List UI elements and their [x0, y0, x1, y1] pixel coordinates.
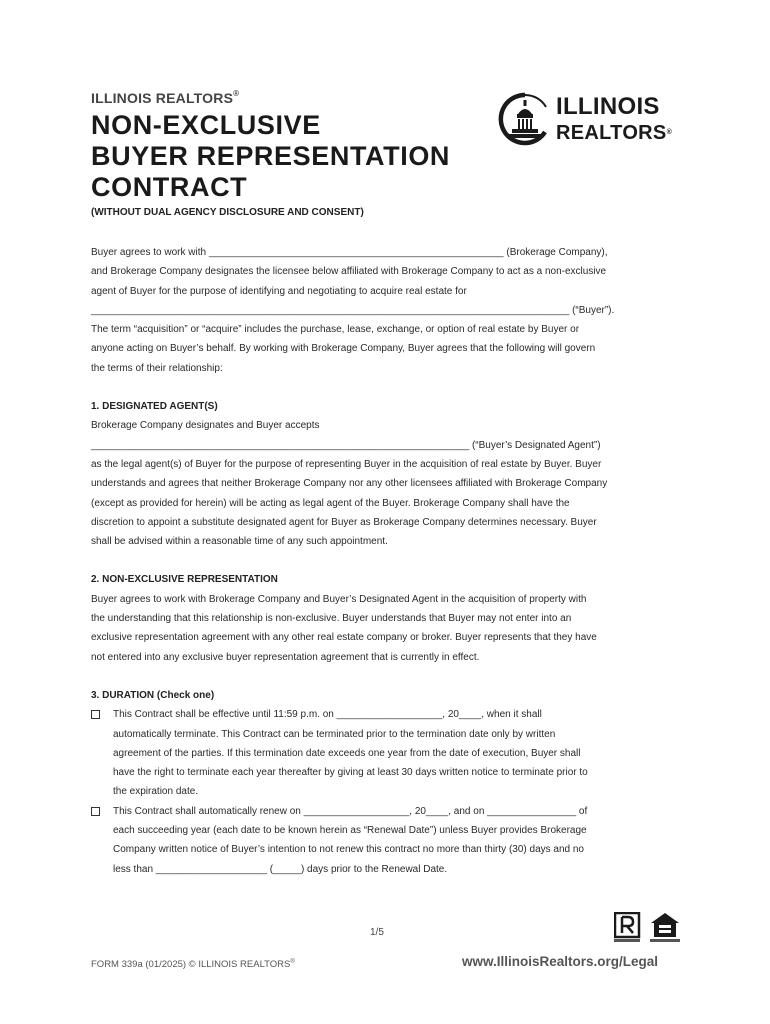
- title-line: CONTRACT: [91, 172, 248, 202]
- title-line: NON-EXCLUSIVE: [91, 110, 321, 140]
- section-line: the understanding that this relationship is non-exclusive. Buyer understands that Buyer may not enter into an: [91, 613, 572, 625]
- section-line: discretion to appoint a substitute designated agent for Buyer as Brokerage Company determines necessary. Buyer: [91, 516, 597, 528]
- form-number: FORM 339a (01/2025) © ILLINOIS REALTORS®: [91, 959, 295, 971]
- document-subtitle: (WITHOUT DUAL AGENCY DISCLOSURE AND CONSENT): [91, 207, 364, 218]
- logo-wordmark: ILLINOIS REALTORS®: [556, 93, 673, 144]
- equal-housing-icon: [650, 912, 680, 944]
- section-line: (except as provided for herein) will be acting as legal agent of the Buyer. Brokerage Company shall have the: [91, 497, 570, 509]
- contract-body: [91, 243, 681, 879]
- section-line: as the legal agent(s) of Buyer for the purpose of representing Buyer in the acquisition of real estate by Buyer. Buyer: [91, 458, 602, 470]
- duration-option-renew: [91, 802, 681, 879]
- section-line: ____________________________________________________________________ (“Buyer’s Designated Agent”): [91, 439, 601, 451]
- section-line: Buyer agrees to work with Brokerage Company and Buyer’s Designated Agent in the acquisition of property with: [91, 593, 587, 605]
- intro-line: ______________________________________________________________________________________ (“Buyer”).: [91, 304, 615, 316]
- capitol-dome-icon: [498, 92, 552, 148]
- section-line: not entered into any exclusive buyer representation agreement that is currently in effect.: [91, 651, 480, 663]
- duration-option-fixed: [91, 705, 681, 801]
- intro-line: the terms of their relationship:: [91, 362, 223, 374]
- section-heading: 3. DURATION (Check one): [91, 689, 215, 701]
- intro-line: anyone acting on Buyer’s behalf. By working with Brokerage Company, Buyer agrees that the following will govern: [91, 343, 596, 355]
- page-number: 1/5: [370, 927, 384, 938]
- section-heading: 2. NON-EXCLUSIVE REPRESENTATION: [91, 574, 278, 586]
- option-line: This Contract shall be effective until 11:59 p.m. on ___________________, 20____, when it shall: [113, 709, 542, 721]
- option-line: the expiration date.: [113, 786, 199, 798]
- section-line: Brokerage Company designates and Buyer accepts: [91, 420, 320, 432]
- option-line: automatically terminate. This Contract can be terminated prior to the termination date only by written: [113, 728, 556, 740]
- intro-line: and Brokerage Company designates the licensee below affiliated with Brokerage Company to act as a non-exclusive: [91, 266, 607, 278]
- intro-line: The term “acquisition” or “acquire” includes the purchase, lease, exchange, or option of real estate by Buyer or: [91, 324, 580, 336]
- brand-label: ILLINOIS REALTORS®: [91, 89, 240, 106]
- section-heading: 1. DESIGNATED AGENT(S): [91, 401, 218, 413]
- option-line: agreement of the parties. If this termination date exceeds one year from the date of execution, Buyer shall: [113, 747, 581, 759]
- legal-website-link[interactable]: www.IllinoisRealtors.org/Legal: [462, 954, 659, 969]
- section-line: understands and agrees that neither Brokerage Company nor any other licensees affiliated with Brokerage Company: [91, 478, 608, 490]
- realtor-r-icon: [614, 912, 644, 944]
- option-line: have the right to terminate each year thereafter by giving at least 30 days written notice to terminate prior to: [113, 767, 588, 779]
- option-line: each succeeding year (each date to be known herein as “Renewal Date”) unless Buyer provides Brokerage: [113, 825, 587, 837]
- option-line: less than ____________________ (_____) days prior to the Renewal Date.: [113, 863, 448, 875]
- logo-line-1: ILLINOIS: [556, 93, 660, 120]
- option-line: This Contract shall automatically renew on ___________________, 20____, and on ________________ of: [113, 805, 588, 817]
- intro-line: agent of Buyer for the purpose of identifying and negotiating to acquire real estate for: [91, 285, 467, 297]
- intro-line: Buyer agrees to work with _____________________________________________________ (Brokerage Company),: [91, 247, 608, 258]
- logo-line-2: REALTORS: [556, 122, 667, 144]
- section-line: shall be advised within a reasonable time of any such appointment.: [91, 536, 388, 548]
- duration-option-checkbox[interactable]: [91, 807, 100, 816]
- option-line: Company written notice of Buyer’s intention to not renew this contract no more than thirty (30) days and no: [113, 844, 584, 856]
- document-title: [91, 110, 450, 203]
- duration-option-checkbox[interactable]: [91, 710, 100, 719]
- section-line: exclusive representation agreement with any other real estate company or broker. Buyer represents that they have: [91, 632, 597, 644]
- title-line: BUYER REPRESENTATION: [91, 141, 451, 171]
- illinois-realtors-logo: [498, 92, 688, 148]
